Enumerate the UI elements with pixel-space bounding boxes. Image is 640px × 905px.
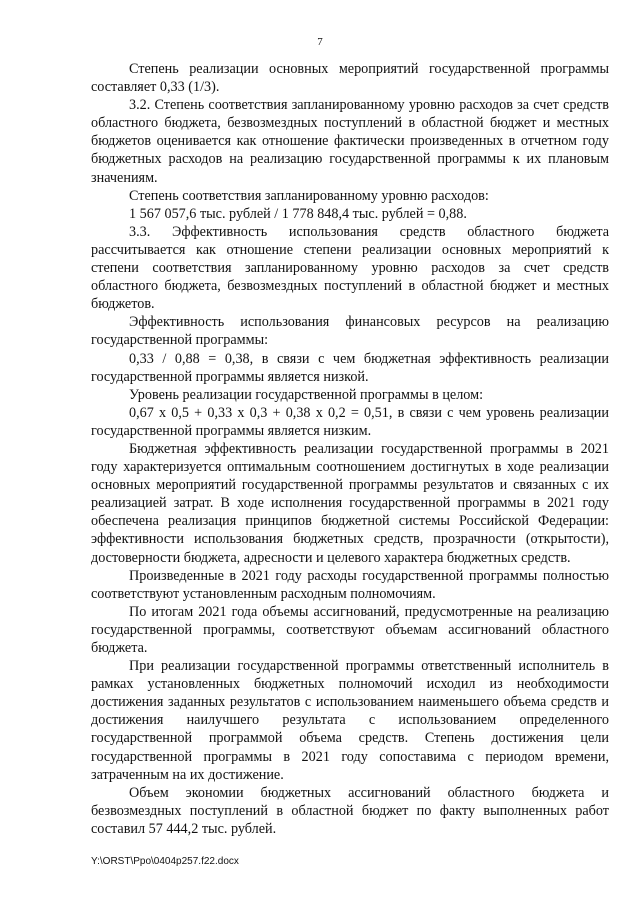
paragraph-13: При реализации государственной программы ответственный исполнитель в рамках установленных бюджетных полномочий исходил из необходимости достижения заданных результатов с использованием наименьшего объема средств и достижения наилучшего результата с использованием определенного государственной программой объема средств. Степень достижения цели государственной программы в 2021 году сопоставима с периодом времени, затраченным на их достижение. [91, 658, 609, 783]
document-body [91, 60, 609, 838]
paragraph-3: Степень соответствия запланированному уровню расходов: [129, 187, 489, 204]
page-number: 7 [317, 36, 323, 48]
paragraph-2: 3.2. Степень соответствия запланированному уровню расходов за счет средств областного бюджета, безвозмездных поступлений в областной бюджет и местных бюджетов оценивается как отношение фактически произведенных в отчетном году бюджетных расходов на реализацию государственной программы к их плановым значениям. [91, 97, 609, 186]
paragraph-1: Степень реализации основных мероприятий государственной программы составляет 0,33 (1/3). [91, 61, 609, 96]
paragraph-9: 0,67 х 0,5 + 0,33 х 0,3 + 0,38 х 0,2 = 0,51, в связи с чем уровень реализации государственной программы является низким. [91, 404, 609, 439]
paragraph-7: 0,33 / 0,88 = 0,38, в связи с чем бюджетная эффективность реализации государственной программы является низкой. [91, 350, 609, 385]
paragraph-6: Эффективность использования финансовых ресурсов на реализацию государственной программы: [91, 314, 609, 349]
paragraph-10: Бюджетная эффективность реализации государственной программы в 2021 году характеризуется оптимальным соотношением достигнутых в ходе реализации основных мероприятий государственной программы результатов и связанных с их реализацией затрат. В ходе исполнения государственной программы в 2021 году обеспечена реализация принципов бюджетной системы Российской Федерации: эффективности использования бюджетных средств, прозрачности (открытости), достоверности бюджета, адресности и целевого характера бюджетных средств. [91, 440, 609, 566]
paragraph-5: 3.3. Эффективность использования средств областного бюджета рассчитывается как отношение степени реализации основных мероприятий к степени соответствия запланированному уровню расходов за счет средств областного бюджета, безвозмездных поступлений в областной бюджет и местных бюджетов. [91, 223, 609, 313]
paragraph-11: Произведенные в 2021 году расходы государственной программы полностью соответствуют установленным расходным полномочиям. [91, 567, 609, 602]
file-path-footer: Y:\ORST\Ppo\0404p257.f22.docx [91, 856, 239, 867]
paragraph-4: 1 567 057,6 тыс. рублей / 1 778 848,4 тыс. рублей = 0,88. [129, 205, 467, 222]
paragraph-8: Уровень реализации государственной программы в целом: [129, 386, 484, 403]
paragraph-14: Объем экономии бюджетных ассигнований областного бюджета и безвозмездных поступлений в областной бюджет по факту выполненных работ составил 57 444,2 тыс. рублей. [91, 784, 609, 837]
paragraph-12: По итогам 2021 года объемы ассигнований, предусмотренные на реализацию государственной программы, соответствуют объемам ассигнований областного бюджета. [91, 603, 609, 656]
